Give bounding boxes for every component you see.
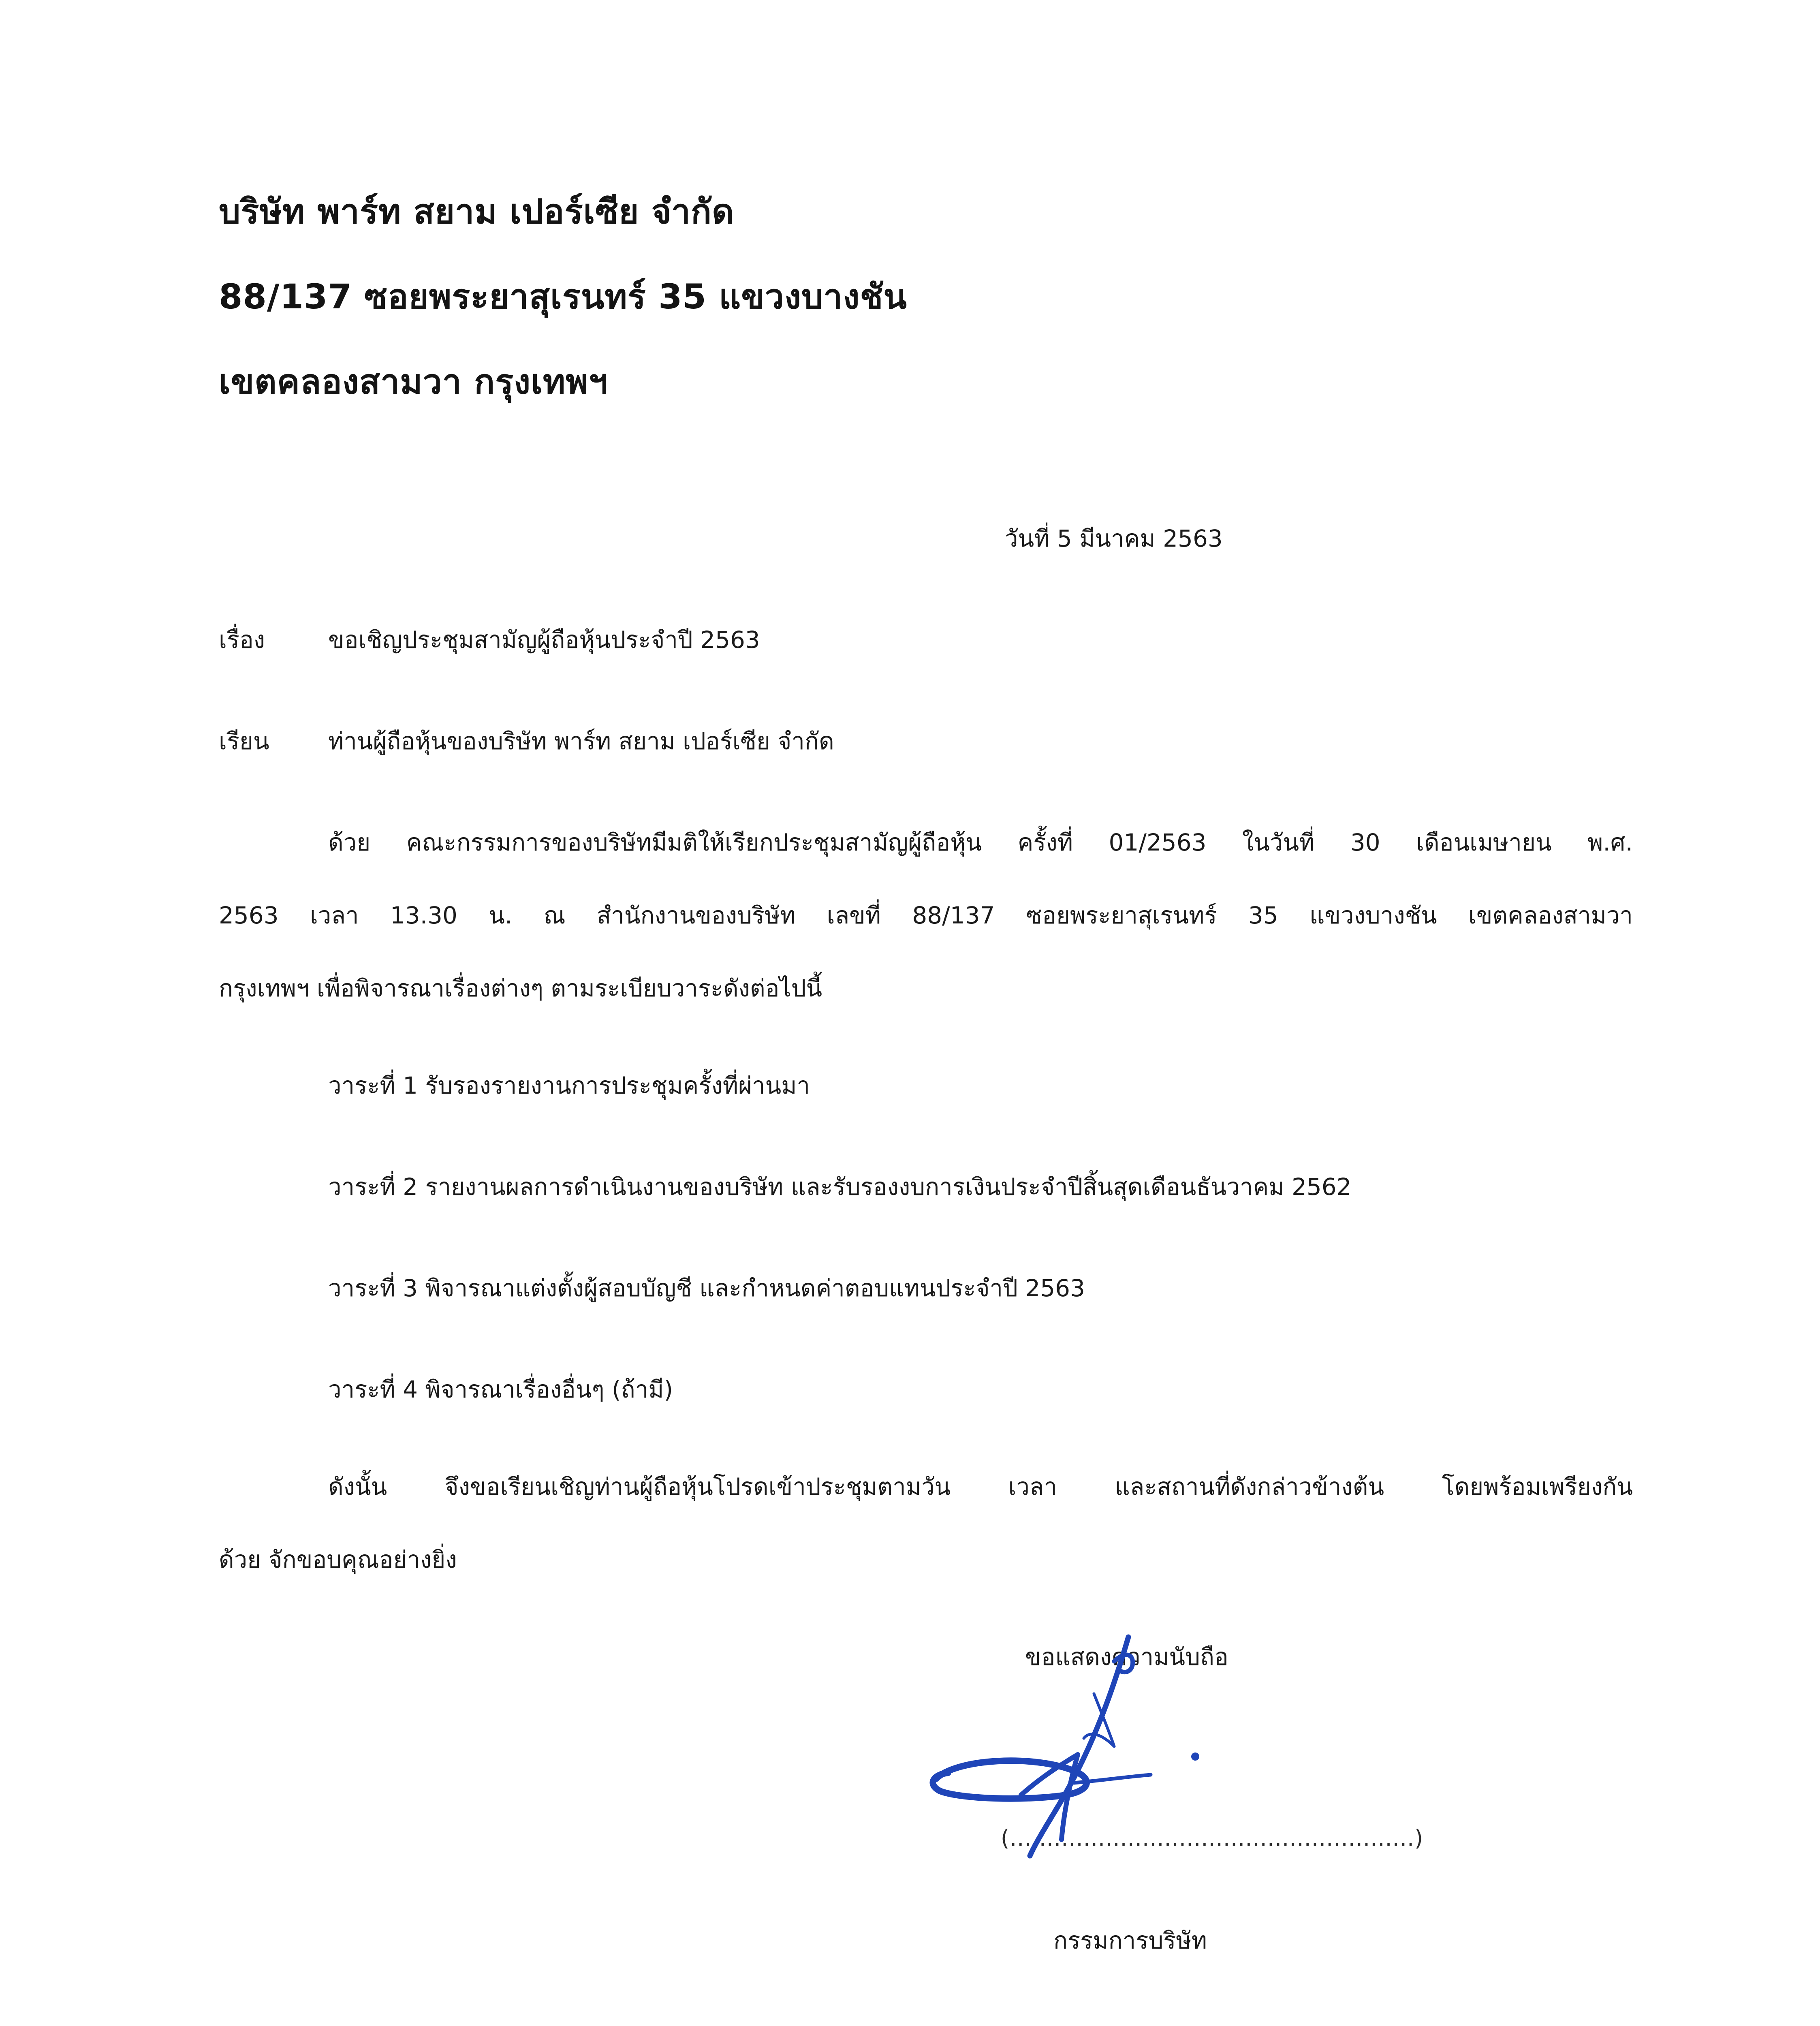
subject-text: ขอเชิญประชุมสามัญผู้ถือหุ้นประจำปี 2563 [328,626,760,654]
body-paragraph-line-2: 2563 เวลา 13.30 น. ณ สำนักงานของบริษัท เลขที่ 88/137 ซอยพระยาสุเรนทร์ 35 แขวงบางชัน เขตคลองสามวา [219,902,1633,929]
signatory-title: กรรมการบริษัท [1053,1927,1207,1954]
company-name: บริษัท พาร์ท สยาม เปอร์เซีย จำกัด [219,192,735,231]
regards-text: ขอแสดงความนับถือ [1025,1643,1228,1671]
signature-name-line: (.......................................................) [1001,1825,1424,1851]
handwritten-signature [924,1613,1288,1864]
agenda-item-1: วาระที่ 1 รับรองรายงานการประชุมครั้งที่ผ่านมา [328,1072,810,1099]
subject-label: เรื่อง [219,626,265,654]
closing-line-1: ดังนั้น จึงขอเรียนเชิญท่านผู้ถือหุ้นโปรดเข้าประชุมตามวัน เวลา และสถานที่ดังกล่าวข้างต้น โดยพร้อมเพรียงกัน [328,1473,1633,1500]
address-line-1: 88/137 ซอยพระยาสุเรนทร์ 35 แขวงบางชัน [219,277,907,316]
agenda-item-2: วาระที่ 2 รายงานผลการดำเนินงานของบริษัท และรับรองงบการเงินประจำปีสิ้นสุดเดือนธันวาคม 2562 [328,1173,1352,1201]
letter-date: วันที่ 5 มีนาคม 2563 [1005,525,1223,552]
recipient-text: ท่านผู้ถือหุ้นของบริษัท พาร์ท สยาม เปอร์เซีย จำกัด [328,727,834,755]
body-paragraph-line-1: ด้วย คณะกรรมการของบริษัทมีมติให้เรียกประชุมสามัญผู้ถือหุ้น ครั้งที่ 01/2563 ในวันที่ 30 เดือนเมษายน พ.ศ. [328,829,1633,856]
address-line-2: เขตคลองสามวา กรุงเทพฯ [219,362,608,402]
recipient-label: เรียน [219,727,269,755]
agenda-item-3: วาระที่ 3 พิจารณาแต่งตั้งผู้สอบบัญชี และกำหนดค่าตอบแทนประจำปี 2563 [328,1274,1085,1302]
closing-line-2: ด้วย จักขอบคุณอย่างยิ่ง [219,1546,457,1573]
body-paragraph-line-3: กรุงเทพฯ เพื่อพิจารณาเรื่องต่างๆ ตามระเบียบวาระดังต่อไปนี้ [219,975,822,1002]
signature-stroke-hook [1114,1655,1133,1672]
agenda-item-4: วาระที่ 4 พิจารณาเรื่องอื่นๆ (ถ้ามี) [328,1376,673,1403]
signature-dot [1191,1752,1199,1761]
